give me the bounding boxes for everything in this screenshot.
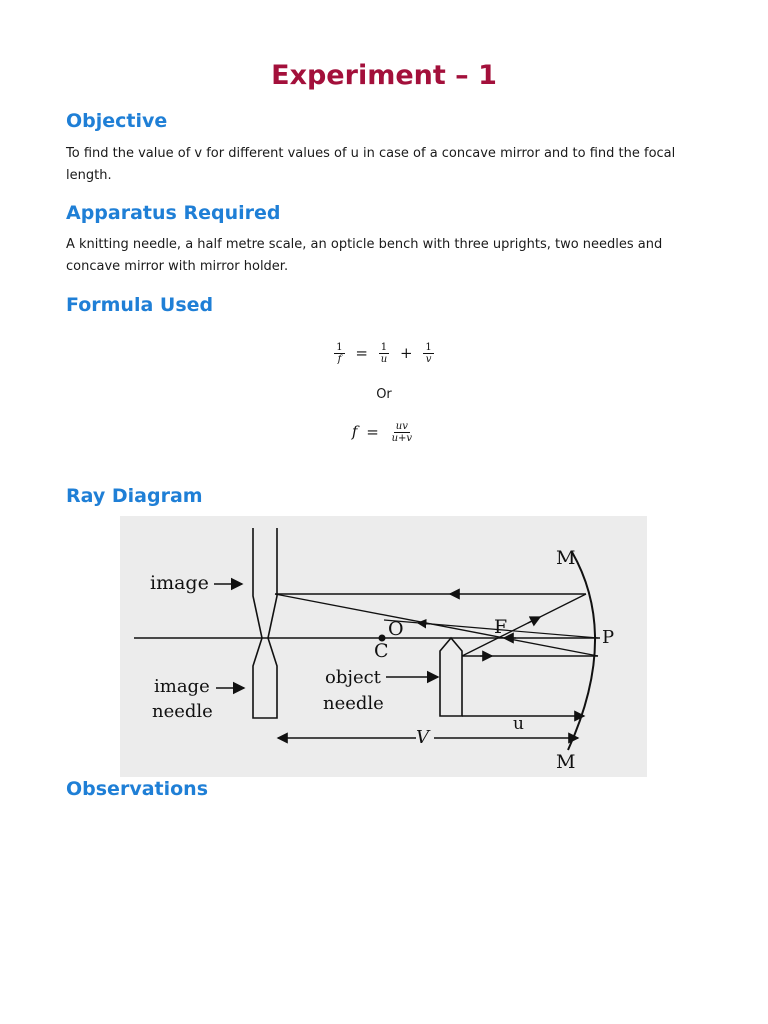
label-f: F [494,616,508,638]
objective-heading: Objective [66,110,168,132]
label-m-bottom: M [556,751,576,773]
label-image-needle-1: image [154,676,210,697]
object-needle-shape [440,638,462,716]
apparatus-text: A knitting needle, a half metre scale, an opticle bench with three uprights, two needles and concave mirror with mirror holder. [66,237,663,274]
focal-length-formula [0,421,768,444]
label-object-needle-2: needle [323,693,384,714]
ray-diagram-svg [120,516,647,777]
page-title: Experiment – 1 [271,60,497,91]
observations-heading: Observations [66,778,209,800]
formula-heading: Formula Used [66,294,214,316]
label-o: O [388,618,404,640]
arrow-diag-ray [528,617,540,623]
label-u: u [513,714,524,734]
fraction-uv-over-u-plus-v: $\frac{uv}{u+v}$ [391,421,413,444]
equals-sign: = [355,343,368,362]
f-symbol: f [351,422,358,441]
ray-diagram [120,516,647,777]
apparatus-heading: Apparatus Required [66,202,281,224]
label-object-needle-1: object [325,667,381,688]
plus-sign: + [400,343,413,362]
or-text: Or [376,387,392,402]
equals-sign: = [366,422,379,441]
fraction-one-over-u: $\frac{1}{u}$ [380,342,388,365]
image-needle-shape [253,528,277,718]
objective-text: To find the value of v for different values of u in case of a concave mirror and to find the focal length. [66,146,676,183]
fraction-one-over-v: $\frac{1}{v}$ [425,342,432,365]
ray-diagram-heading: Ray Diagram [66,485,203,507]
ray-object-to-mirror [462,594,586,656]
label-m-top: M [556,547,576,569]
label-image-needle-2: needle [152,701,213,722]
label-v: V [416,727,429,748]
lens-mirror-formula [0,342,768,365]
label-c: C [374,640,389,662]
fraction-one-over-f: $\frac{1}{f}$ [336,342,343,365]
label-image: image [150,572,209,594]
label-p: P [602,627,615,648]
